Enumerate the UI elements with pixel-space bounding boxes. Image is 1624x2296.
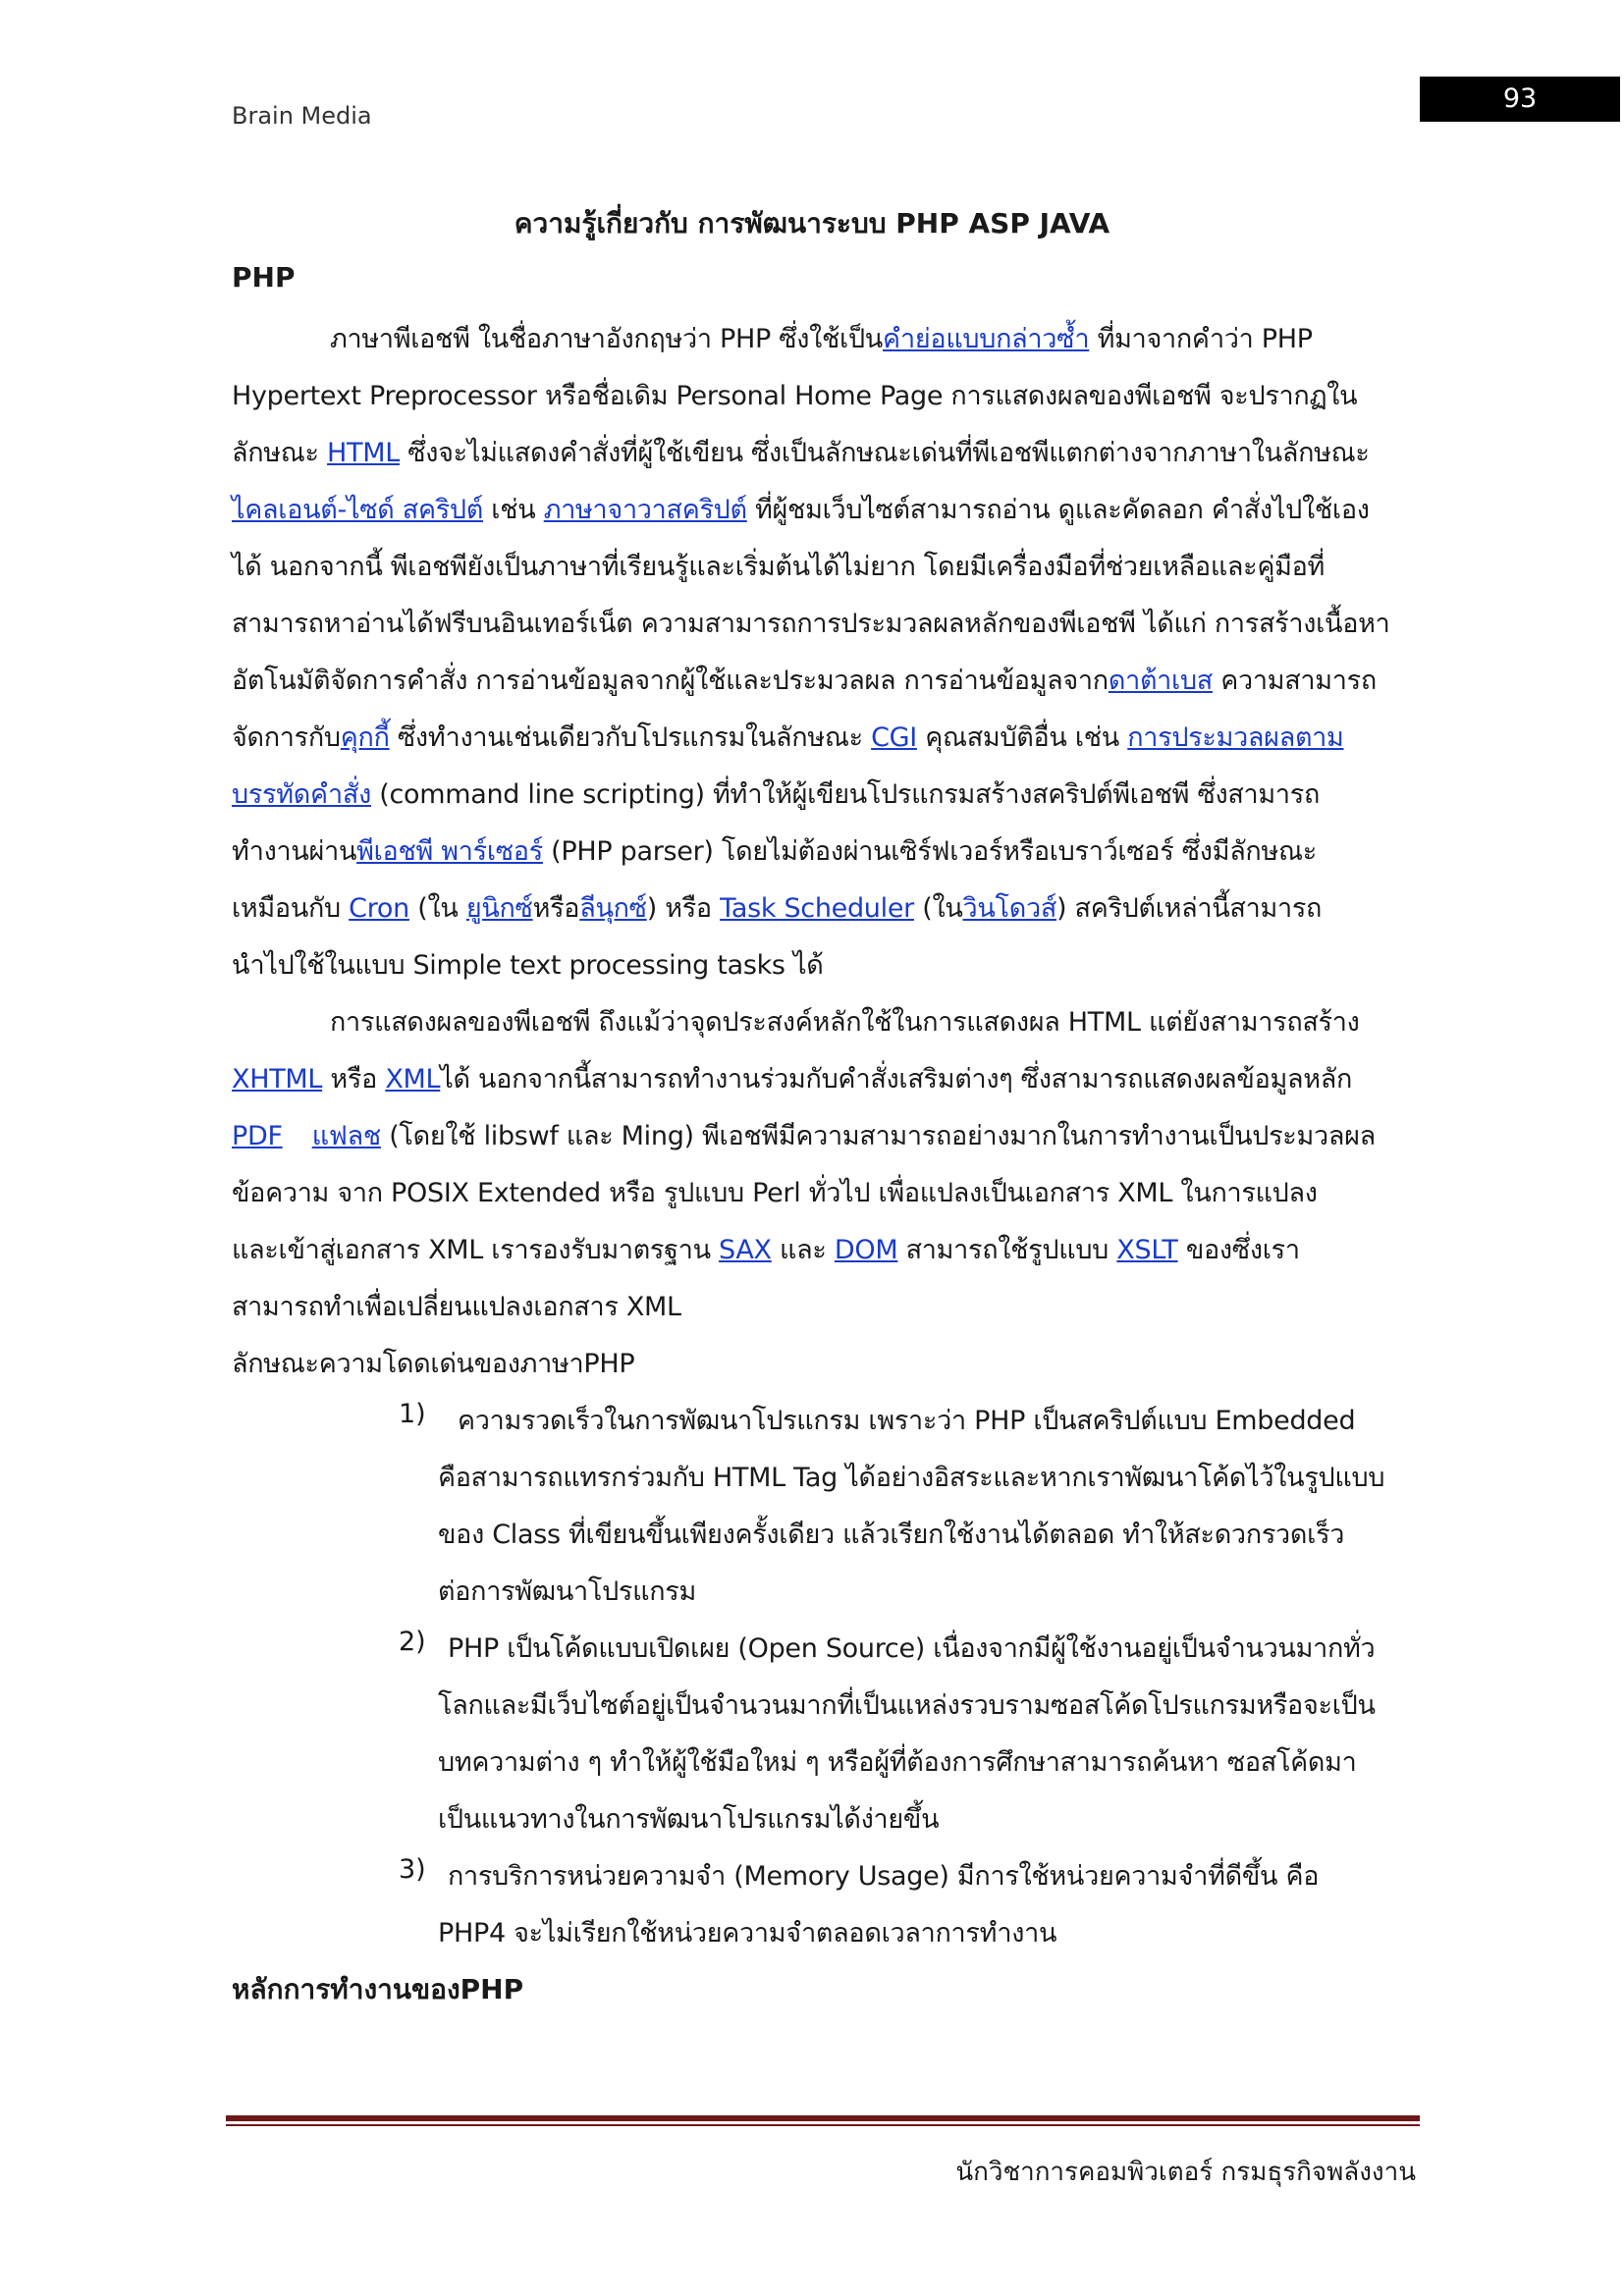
text: จัดการกับ (232, 722, 341, 753)
text: (โดยใช้ libswf และ Ming) พีเอชพีมีความสามารถอย่างมากในการทำงานเป็นประมวลผล (380, 1121, 1376, 1151)
text: ลักษณะ (232, 438, 328, 468)
link-task-scheduler[interactable]: Task Scheduler (720, 893, 914, 924)
p1-line-4 (232, 488, 1430, 530)
p1-line-10 (232, 829, 1430, 872)
text: ภาษาพีเอชพี ในชื่อภาษาอังกฤษว่า PHP ซึ่งใช้เป็น (330, 324, 883, 354)
p1-line-9 (232, 773, 1430, 815)
text: (PHP parser) โดยไม่ต้องผ่านเซิร์ฟเวอร์หรือเบราว์เซอร์ ซึ่งมีลักษณะ (542, 836, 1317, 867)
page-title: ความรู้เกี่ยวกับ การพัฒนาระบบ PHP ASP JAVA (514, 207, 1110, 240)
p1-line-5: ได้ นอกจากนี้ พีเอชพียังเป็นภาษาที่เรียนรู้และเริ่มต้นได้ไม่ยาก โดยมีเครื่องมือที่ช่วยเหลือและคู่มือที่ (232, 552, 1326, 582)
p2-line-3 (232, 1114, 1430, 1156)
text: ) สคริปต์เหล่านี้สามารถ (1056, 893, 1323, 924)
link-xslt[interactable]: XSLT (1116, 1235, 1178, 1265)
list-item-2-line: เป็นแนวทางในการพัฒนาโปรแกรมได้ง่ายขึ้น (438, 1804, 940, 1835)
link-command-line-processing[interactable]: การประมวลผลตาม (1127, 722, 1344, 753)
list-item-3-number: 3) (399, 1854, 426, 1885)
link-cron[interactable]: Cron (349, 893, 409, 924)
text: เช่น (483, 495, 544, 525)
link-html[interactable]: HTML (327, 438, 400, 468)
text: หรือ (322, 1064, 386, 1095)
footer-text: นักวิชาการคอมพิวเตอร์ กรมธุรกิจพลังงาน (955, 2158, 1416, 2187)
p2-line-5 (232, 1228, 1430, 1270)
link-recursive-acronym[interactable]: คำย่อแบบกล่าวซ้ำ (882, 324, 1090, 354)
list-item-1-line: ต่อการพัฒนาโปรแกรม (438, 1576, 696, 1607)
link-command-line[interactable]: บรรทัดคำสั่ง (232, 779, 371, 810)
text: หรือ (532, 893, 580, 924)
link-pdf[interactable]: PDF (232, 1121, 283, 1151)
link-javascript[interactable]: ภาษาจาวาสคริปต์ (543, 495, 747, 525)
link-database[interactable]: ดาต้าเบส (1108, 666, 1213, 696)
text: ของซึ่งเรา (1177, 1235, 1300, 1265)
list-item-3-line: PHP4 จะไม่เรียกใช้หน่วยความจำตลอดเวลาการทำงาน (438, 1918, 1057, 1949)
text: (command line scripting) ที่ทำให้ผู้เขียนโปรแกรมสร้างสคริปต์พีเอชพี ซึ่งสามารถ (370, 779, 1321, 810)
page-number-badge: 93 (1420, 77, 1620, 122)
link-unix[interactable]: ยูนิกซ์ (465, 893, 533, 924)
p2-line-4: ข้อความ จาก POSIX Extended หรือ รูปแบบ Perl ทั่วไป เพื่อแปลงเป็นเอกสาร XML ในการแปลง (232, 1178, 1318, 1208)
text: ) หรือ (646, 893, 721, 924)
p2-line-6: สามารถทำเพื่อเปลี่ยนแปลงเอกสาร XML (232, 1292, 681, 1322)
list-item-2-line: PHP เป็นโค้ดแบบเปิดเผย (Open Source) เนื่องจากมีผู้ใช้งานอยู่เป็นจำนวนมากทั่ว (448, 1633, 1376, 1664)
p1-line-1 (330, 317, 1528, 359)
p1-line-7 (232, 659, 1430, 701)
text: ซึ่งจะไม่แสดงคำสั่งที่ผู้ใช้เขียน ซึ่งเป็นลักษณะเด่นที่พีเอชพีแตกต่างจากภาษาในลักษณะ (399, 438, 1370, 468)
link-flash[interactable]: แฟลช (311, 1121, 381, 1151)
text: และเข้าสู่เอกสาร XML เรารองรับมาตรฐาน (232, 1235, 720, 1265)
p1-line-12: นำไปใช้ในแบบ Simple text processing tasks ได้ (232, 950, 824, 981)
text: สามารถใช้รูปแบบ (897, 1235, 1117, 1265)
link-xml[interactable]: XML (385, 1064, 441, 1095)
section-heading-principles: หลักการทำงานของPHP (232, 1973, 524, 2005)
text: เหมือนกับ (232, 893, 350, 924)
link-sax[interactable]: SAX (719, 1235, 772, 1265)
footer-divider-thin (226, 2124, 1420, 2126)
link-php-parser[interactable]: พีเอชพี พาร์เซอร์ (356, 836, 543, 867)
text: ทำงานผ่าน (232, 836, 357, 867)
features-heading: ลักษณะความโดดเด่นของภาษาPHP (232, 1349, 635, 1379)
list-item-2-number: 2) (399, 1627, 426, 1657)
link-cgi[interactable]: CGI (871, 722, 917, 753)
p2-line-2 (232, 1057, 1430, 1099)
text: และ (771, 1235, 835, 1265)
p1-line-8 (232, 716, 1430, 758)
text: ความสามารถ (1212, 666, 1377, 696)
link-cookie[interactable]: คุกกี้ (340, 722, 390, 753)
section-heading-php: PHP (232, 261, 296, 294)
p1-line-3 (232, 431, 1430, 473)
link-windows[interactable]: วินโดวส์ (962, 893, 1056, 924)
text: ที่ผู้ชมเว็บไซต์สามารถอ่าน ดูและคัดลอก คำสั่งไปใช้เอง (746, 495, 1370, 525)
link-xhtml[interactable]: XHTML (232, 1064, 323, 1095)
p2-line-1: การแสดงผลของพีเอชพี ถึงแม้ว่าจุดประสงค์หลักใช้ในการแสดงผล HTML แต่ยังสามารถสร้าง (330, 1007, 1360, 1038)
text: คุณสมบัติอื่น เช่น (916, 722, 1128, 753)
publisher-label: Brain Media (232, 102, 372, 130)
list-item-2-line: โลกและมีเว็บไซต์อยู่เป็นจำนวนมากที่เป็นแหล่งรวบรามซอสโค้ดโปรแกรมหรือจะเป็น (438, 1690, 1376, 1721)
p1-line-2: Hypertext Preprocessor หรือชื่อเดิม Personal Home Page การแสดงผลของพีเอชพี จะปรากฏใน (232, 381, 1358, 411)
list-item-1-line: ของ Class ที่เขียนขึ้นเพียงครั้งเดียว แล้วเรียกใช้งานได้ตลอด ทำให้สะดวกรวดเร็ว (438, 1520, 1345, 1550)
link-client-side-script[interactable]: ไคลเอนต์-ไซด์ สคริปต์ (232, 495, 484, 525)
text: ได้ นอกจากนี้สามารถทำงานร่วมกับคำสั่งเสริมต่างๆ ซึ่งสามารถแสดงผลข้อมูลหลัก (440, 1064, 1353, 1095)
text: ซึ่งทำงานเช่นเดียวกับโปรแกรมในลักษณะ (389, 722, 872, 753)
p1-line-6: สามารถหาอ่านได้ฟรีบนอินเทอร์เน็ต ความสามารถการประมวลผลหลักของพีเอชพี ได้แก่ การสร้างเนื้อหา (232, 609, 1390, 639)
text: ที่มาจากคำว่า PHP (1089, 324, 1313, 354)
text: (ใน (913, 893, 963, 924)
text: (ใน (408, 893, 466, 924)
footer-divider-thick (226, 2115, 1420, 2121)
p1-line-11 (232, 886, 1430, 929)
list-item-2-line: บทความต่าง ๆ ทำให้ผู้ใช้มือใหม่ ๆ หรือผู้ที่ต้องการศึกษาสามารถค้นหา ซอสโค้ดมา (438, 1747, 1357, 1778)
link-dom[interactable]: DOM (834, 1235, 898, 1265)
list-item-3-line: การบริการหน่วยความจำ (Memory Usage) มีการใช้หน่วยความจำที่ดีขึ้น คือ (448, 1861, 1320, 1892)
text: อัตโนมัติจัดการคำสั่ง การอ่านข้อมูลจากผู้ใช้และประมวลผล การอ่านข้อมูลจาก (232, 666, 1109, 696)
list-item-1-number: 1) (399, 1399, 426, 1429)
list-item-1-line: ความรวดเร็วในการพัฒนาโปรแกรม เพราะว่า PHP เป็นสคริปต์แบบ Embedded (458, 1406, 1356, 1436)
list-item-1-line: คือสามารถแทรกร่วมกับ HTML Tag ได้อย่างอิสระและหากเราพัฒนาโค้ดไว้ในรูปแบบ (438, 1463, 1385, 1493)
link-linux[interactable]: ลีนุกซ์ (579, 893, 647, 924)
